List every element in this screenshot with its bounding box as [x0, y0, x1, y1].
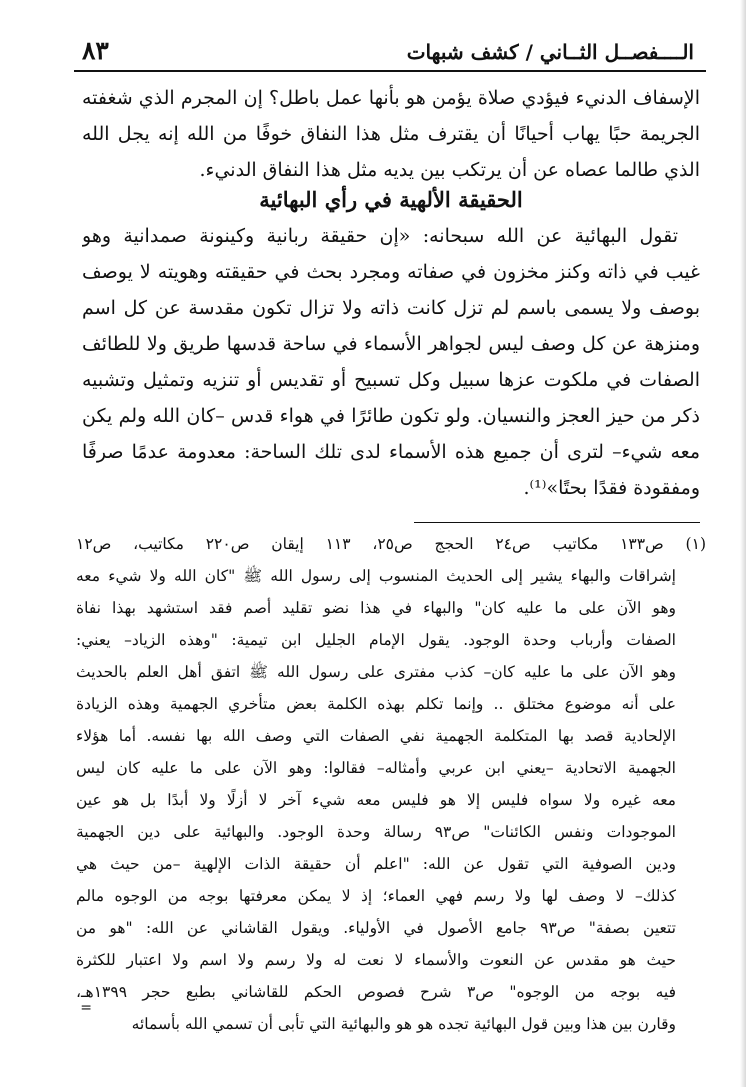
scan-edge-shadow: [740, 0, 746, 1087]
footnote-line: الإلحادية قصد بها المتكلمة الجهمية نفي الصفات التي وصف الله بها نفسه. أما هؤلاء: [76, 727, 676, 745]
footnote-line: حيث هو مقدس عن النعوت والأسماء لا نعت له ولا رسم ولا اسم ولا اعتبار للكثرة: [76, 951, 676, 969]
running-title: الــــفصــل الثــاني / كشف شبهات: [406, 40, 694, 64]
paragraph-quote: [82, 218, 700, 506]
footnote-line: وهو الآن على ما عليه كان" والبهاء في هذا نضو تقليد أصم فقد استشهد بهذا نفاة: [76, 599, 676, 617]
text-line: تقول البهائية عن الله سبحانه: «إن حقيقة ربانية وكينونة صمدانية وهو: [82, 225, 678, 247]
footnote-line: تتعين بصفة" ص٩٣ جامع الأصول في الأولياء. ويقول القاشاني عن الله: "هو من: [76, 919, 676, 937]
text-line: معه شيء– لترى أن جميع هذه الأسماء لدى تلك الساحة: معدومة عدمًا صرفًا: [82, 441, 700, 463]
footnote-line: وقارن بين هذا وبين قول البهائية تجده هو هو والبهائية التي تأبى أن تسمي الله بأسمائه: [131, 1015, 676, 1033]
footnote-separator: [414, 522, 700, 523]
footnote-line: الجهمية الاتحادية –يعني ابن عربي وأمثاله– فقالوا: وهو الآن على ما عليه كان ليس: [76, 759, 676, 777]
text-line: الصفات في ملكوت عزها سبيل وكل تسبيح أو تقديس أو تنزيه وتمثيل وتشبيه: [82, 369, 700, 391]
text-line: الإسفاف الدنيء فيؤدي صلاة يؤمن هو بأنها عمل باطل؟ إن المجرم الذي شغفته: [82, 87, 700, 109]
section-heading: الحقيقة الألهية في رأي البهائية: [259, 187, 523, 212]
footnote-line: على أنه موضوع مختلق .. وإنما تكلم بهذه الكلمة بعض متأخري الجهمية وهذه الزيادة: [76, 695, 676, 713]
text-line: غيب في ذاته وكنز مخزون في صفاته ومجرد بحث في حقيقته وهويته لا يوصف: [82, 261, 700, 283]
footnote-line: كذلك– لا وصف لها ولا رسم فهي العماء؛ إذ لا يمكن معرفتها بوجه من الوجوه مالم: [76, 887, 676, 905]
footnotes: [76, 528, 706, 1040]
text-line: الذي طالما عصاه عن أن يرتكب بين يديه مثل هذا النفاق الدنيء.: [199, 159, 700, 181]
text-line: ومفقودة فقدًا بحتًا»⁽¹⁾.: [523, 477, 700, 499]
footnote-line: الصفات وأرباب وحدة الوجود. يقول الإمام الجليل ابن تيمية: "وهذه الزياد– يعني:: [76, 631, 676, 649]
text-line: بوصف ولا يسمى باسم لم تزل كانت ذاته ولا تزال تكون مقدسة عن كل اسم: [82, 297, 700, 319]
footnote-line: الموجودات ونفس الكائنات" ص٩٣ رسالة وحدة الوجود. والبهائية على دين الجهمية: [76, 823, 676, 841]
header-rule: [74, 70, 706, 72]
footnote-line: ودين الصوفية التي تقول عن الله: "اعلم أن حقيقة الذات الإلهية –من حيث هي: [76, 855, 676, 873]
footnote-line: إشراقات والبهاء يشير إلى الحديث المنسوب إلى رسول الله ﷺ "كان الله ولا شيء معه: [76, 567, 676, 585]
text-line: الجريمة حبًا يهاب أحيانًا أن يقترف مثل هذا النفاق خوفًا من الله إنه يجل الله: [82, 123, 700, 145]
footnote-line: وهو الآن على ما عليه كان– كذب مفترى على رسول الله ﷺ اتفق أهل العلم بالحديث: [76, 663, 676, 681]
paragraph-intro: [82, 80, 700, 188]
text-line: ذكر من حيز العجز والنسيان. ولو تكون طائرًا في هواء قدس –كان الله ولم يكن: [82, 405, 700, 427]
continuation-mark: =: [80, 1000, 92, 1016]
footnote-line: فيه بوجه من الوجوه" ص٣ شرح فصوص الحكم للقاشاني بطبع حجر ١٣٩٩هـ،: [76, 983, 676, 1001]
footnote-line: معه غيره ولا سواه فليس إلا هو فليس معه شيء آخر لا أزلًا ولا أبدًا بل هو عين: [76, 791, 676, 809]
page-number: ٨٣: [82, 36, 109, 65]
text-line: ومنزهة عن كل وصف ليس لجواهر الأسماء في ساحة قدسها طريق ولا للطائف: [82, 333, 700, 355]
page-header: [74, 36, 700, 66]
footnote-line: (١) ص١٣٣ مكاتيب ص٢٤ الحجج ص٢٥، ١١٣ إيقان ص٢٢٠ مكاتيب، ص١٢: [76, 535, 706, 553]
